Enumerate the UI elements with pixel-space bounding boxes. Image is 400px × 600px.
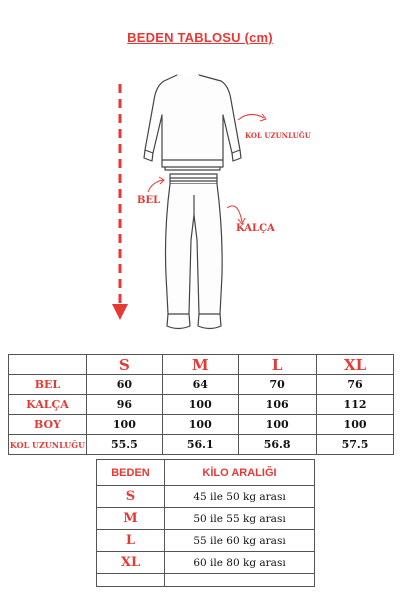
bel-label: BEL xyxy=(137,195,161,206)
table-row xyxy=(97,552,315,574)
size-chart-table xyxy=(8,354,400,455)
size-cell: L xyxy=(97,530,165,552)
weight-range-cell: 50 ile 55 kg arası xyxy=(165,508,315,530)
table-cell: 106 xyxy=(238,395,316,415)
kol-uzunlugu-label: KOL UZUNLUĞU xyxy=(245,131,311,140)
table-row xyxy=(97,530,315,552)
size-cell: M xyxy=(97,508,165,530)
weight-range-cell: 45 ile 50 kg arası xyxy=(165,486,315,508)
table-cell: 56.8 xyxy=(238,435,316,455)
row-label-kol-uzunlugu: KOL UZUNLUĞU xyxy=(9,435,87,455)
table-row xyxy=(9,375,400,395)
weight-range-cell: 60 ile 80 kg arası xyxy=(165,552,315,574)
table-cell: 100 xyxy=(162,415,238,435)
table-row-empty xyxy=(97,574,315,587)
table-cell: 100 xyxy=(238,415,316,435)
table-cell: 64 xyxy=(162,375,238,395)
table-row xyxy=(9,415,400,435)
table-row xyxy=(97,508,315,530)
table-cell: 60 xyxy=(86,375,162,395)
page-title: BEDEN TABLOSU (cm) xyxy=(127,30,273,45)
table-cell: 55.5 xyxy=(86,435,162,455)
size-cell: XL xyxy=(97,552,165,574)
corner-cell xyxy=(9,355,87,375)
header-kilo-araligi: KİLO ARALIĞI xyxy=(165,460,315,486)
table-cell: 96 xyxy=(86,395,162,415)
weight-range-table xyxy=(96,459,315,587)
kol-pointer-icon xyxy=(238,114,264,120)
size-column-l: L xyxy=(238,355,316,375)
table-cell: 57.5 xyxy=(316,435,394,455)
size-header-row xyxy=(9,355,400,375)
row-label-boy: BOY xyxy=(9,415,87,435)
row-label-bel: BEL xyxy=(9,375,87,395)
table-row xyxy=(97,486,315,508)
size-column-s: S xyxy=(86,355,162,375)
length-arrow-head-icon xyxy=(112,304,128,320)
table-cell: 100 xyxy=(162,395,238,415)
table-cell: 56.1 xyxy=(162,435,238,455)
weight-range-cell: 55 ile 60 kg arası xyxy=(165,530,315,552)
size-cell: S xyxy=(97,486,165,508)
table-cell: 100 xyxy=(86,415,162,435)
pants-drawing xyxy=(166,174,223,329)
table-row xyxy=(9,395,400,415)
table-cell: 76 xyxy=(316,375,394,395)
kalca-label: KALÇA xyxy=(236,223,275,234)
weight-header-row xyxy=(97,460,315,486)
table-cell: 100 xyxy=(316,415,394,435)
bel-pointer-icon xyxy=(148,180,163,192)
table-cell: 112 xyxy=(316,395,394,415)
size-column-m: M xyxy=(162,355,238,375)
table-cell: 70 xyxy=(238,375,316,395)
sweatshirt-drawing xyxy=(144,75,241,170)
kalca-pointer-icon xyxy=(227,206,242,222)
header-beden: BEDEN xyxy=(97,460,165,486)
row-label-kalca: KALÇA xyxy=(9,395,87,415)
size-column-xl: XL xyxy=(316,355,394,375)
table-row xyxy=(9,435,400,455)
